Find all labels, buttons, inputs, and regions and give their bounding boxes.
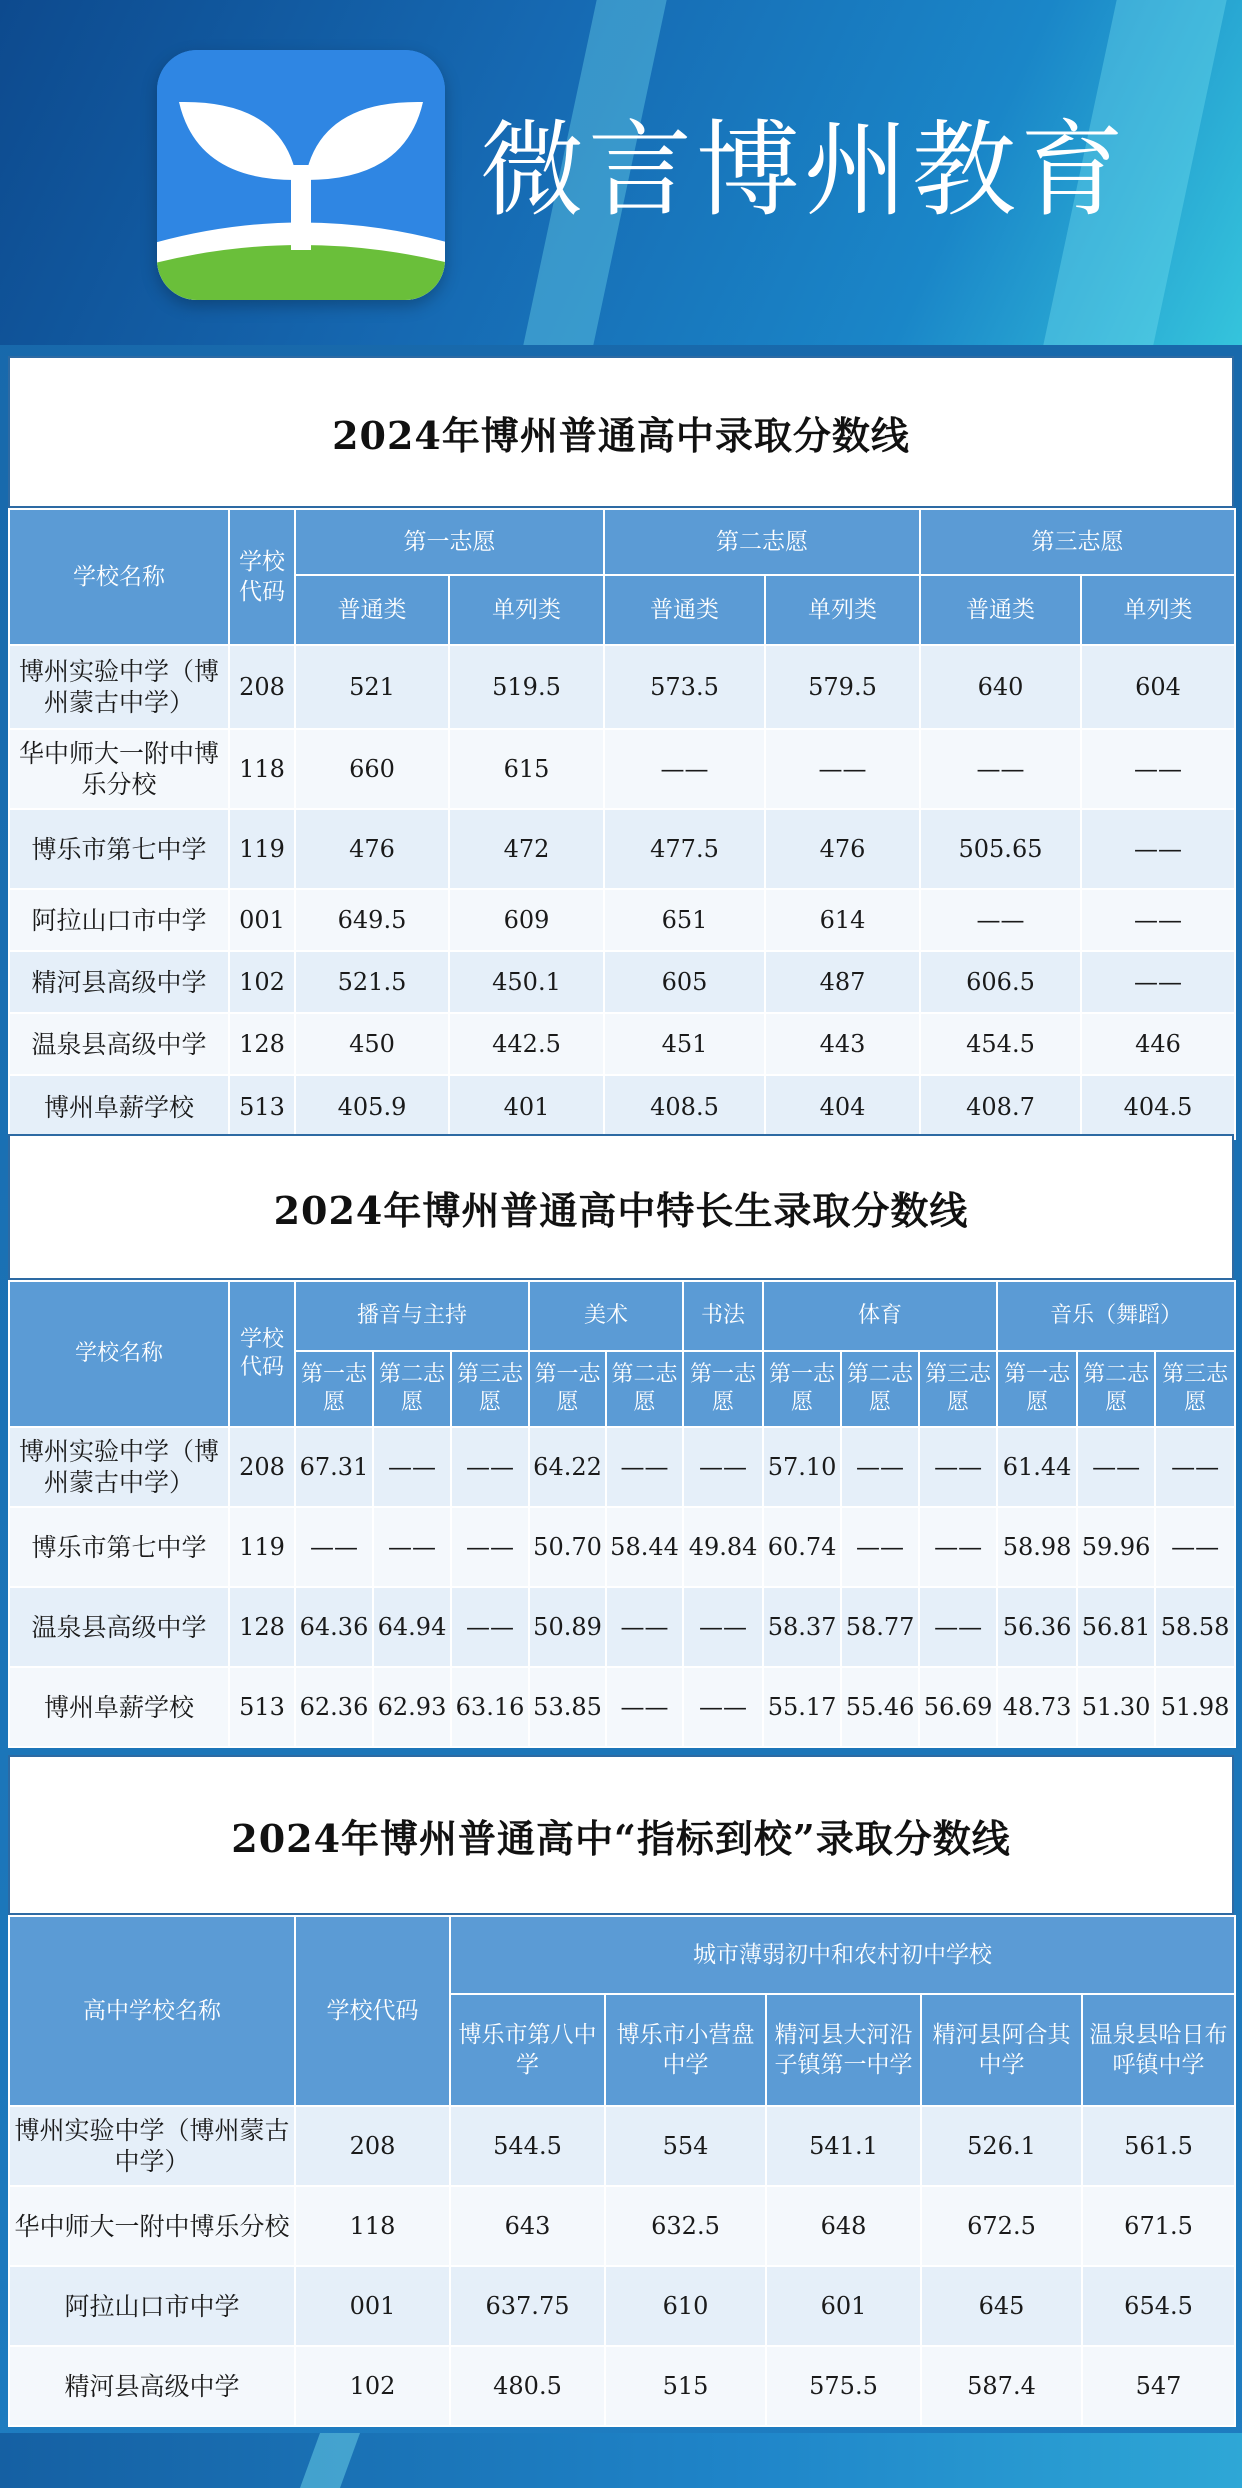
school-code-cell: 128 [229, 1587, 295, 1667]
score-cell: 50.89 [529, 1587, 606, 1667]
score-cell: 51.98 [1155, 1667, 1235, 1747]
score-cell: —— [373, 1427, 451, 1507]
score-cell: 579.5 [765, 645, 920, 729]
table-row [9, 1667, 1235, 1747]
header-code: 学校代码 [295, 1916, 450, 2106]
school-code-cell: 513 [229, 1075, 295, 1139]
score-cell: —— [295, 1507, 373, 1587]
header-sub: 博乐市小营盘中学 [605, 1994, 766, 2106]
header-sub: 第一志愿 [529, 1351, 606, 1427]
score-cell: 515 [605, 2346, 766, 2426]
table-row [9, 1587, 1235, 1667]
score-cell: 408.5 [604, 1075, 765, 1139]
school-code-cell: 513 [229, 1667, 295, 1747]
footer-streak [300, 2433, 360, 2488]
score-cell: —— [606, 1587, 683, 1667]
score-cell: 480.5 [450, 2346, 605, 2426]
score-cell: 61.44 [997, 1427, 1077, 1507]
score-cell: 615 [449, 729, 604, 809]
score-cell: 454.5 [920, 1013, 1081, 1075]
header-code: 学校代码 [229, 1281, 295, 1427]
score-cell: —— [920, 729, 1081, 809]
header-sub: 第三志愿 [919, 1351, 997, 1427]
table-row [9, 729, 1235, 809]
school-name-cell: 博州阜薪学校 [9, 1075, 229, 1139]
header-school: 学校名称 [9, 1281, 229, 1427]
score-cell: 58.98 [997, 1507, 1077, 1587]
score-cell: 601 [766, 2266, 921, 2346]
score-cell: —— [451, 1507, 529, 1587]
score-cell: —— [1155, 1507, 1235, 1587]
score-cell: 609 [449, 889, 604, 951]
section-specialty [8, 1134, 1234, 1748]
score-cell: 487 [765, 951, 920, 1013]
score-cell: —— [920, 889, 1081, 951]
score-cell: 64.22 [529, 1427, 606, 1507]
header-group: 体育 [763, 1281, 997, 1351]
header-group: 书法 [683, 1281, 763, 1351]
score-cell: 58.44 [606, 1507, 683, 1587]
score-cell: 640 [920, 645, 1081, 729]
header-sub: 第一志愿 [997, 1351, 1077, 1427]
score-cell: 649.5 [295, 889, 449, 951]
school-code-cell: 118 [229, 729, 295, 809]
score-cell: 58.77 [841, 1587, 919, 1667]
score-cell: 57.10 [763, 1427, 841, 1507]
score-cell: —— [1081, 729, 1235, 809]
header-sub: 普通类 [295, 575, 449, 645]
score-cell: 610 [605, 2266, 766, 2346]
header-sub: 第二志愿 [606, 1351, 683, 1427]
score-cell: 472 [449, 809, 604, 889]
score-cell: 67.31 [295, 1427, 373, 1507]
score-cell: 55.17 [763, 1667, 841, 1747]
title-box [8, 1134, 1234, 1280]
school-code-cell: 208 [295, 2106, 450, 2186]
header-sub: 单列类 [449, 575, 604, 645]
score-cell: 62.93 [373, 1667, 451, 1747]
score-cell: —— [451, 1587, 529, 1667]
header-sub: 单列类 [765, 575, 920, 645]
header-school: 高中学校名称 [9, 1916, 295, 2106]
score-cell: 63.16 [451, 1667, 529, 1747]
header-group: 第三志愿 [920, 509, 1235, 575]
table-row [9, 1013, 1235, 1075]
score-cell: 605 [604, 951, 765, 1013]
school-code-cell: 208 [229, 645, 295, 729]
school-name-cell: 华中师大一附中博乐分校 [9, 729, 229, 809]
header-sub: 精河县大河沿子镇第一中学 [766, 1994, 921, 2106]
score-cell: 654.5 [1082, 2266, 1235, 2346]
header-sub: 博乐市第八中学 [450, 1994, 605, 2106]
school-name-cell: 阿拉山口市中学 [9, 889, 229, 951]
score-cell: 58.58 [1155, 1587, 1235, 1667]
score-cell: —— [1155, 1427, 1235, 1507]
header-sub: 单列类 [1081, 575, 1235, 645]
score-cell: 64.94 [373, 1587, 451, 1667]
score-cell: 672.5 [921, 2186, 1082, 2266]
section-quota [8, 1755, 1234, 2427]
header-sub: 普通类 [604, 575, 765, 645]
score-cell: 56.69 [919, 1667, 997, 1747]
school-name-cell: 博州实验中学（博州蒙古中学） [9, 645, 229, 729]
header-sub: 温泉县哈日布呼镇中学 [1082, 1994, 1235, 2106]
header-code: 学校代码 [229, 509, 295, 645]
school-name-cell: 温泉县高级中学 [9, 1013, 229, 1075]
header-group: 第一志愿 [295, 509, 604, 575]
score-cell: —— [683, 1667, 763, 1747]
score-cell: —— [841, 1507, 919, 1587]
score-cell: 451 [604, 1013, 765, 1075]
score-cell: 632.5 [605, 2186, 766, 2266]
score-cell: 651 [604, 889, 765, 951]
school-code-cell: 001 [295, 2266, 450, 2346]
score-cell: 62.36 [295, 1667, 373, 1747]
header-sub: 第二志愿 [373, 1351, 451, 1427]
header-group: 城市薄弱初中和农村初中学校 [450, 1916, 1235, 1994]
score-cell: —— [1081, 809, 1235, 889]
header-sub: 精河县阿合其中学 [921, 1994, 1082, 2106]
score-cell: 60.74 [763, 1507, 841, 1587]
title-box [8, 1755, 1234, 1915]
school-name-cell: 博乐市第七中学 [9, 1507, 229, 1587]
score-cell: 446 [1081, 1013, 1235, 1075]
score-cell: 544.5 [450, 2106, 605, 2186]
school-name-cell: 博州阜薪学校 [9, 1667, 229, 1747]
score-cell: 614 [765, 889, 920, 951]
score-cell: 554 [605, 2106, 766, 2186]
school-name-cell: 博乐市第七中学 [9, 809, 229, 889]
school-name-cell: 博州实验中学（博州蒙古中学） [9, 1427, 229, 1507]
score-cell: 56.36 [997, 1587, 1077, 1667]
score-cell: 56.81 [1077, 1587, 1155, 1667]
table-row [9, 2106, 1235, 2186]
table-row [9, 1507, 1235, 1587]
score-cell: 59.96 [1077, 1507, 1155, 1587]
score-cell: 476 [295, 809, 449, 889]
score-cell: 505.65 [920, 809, 1081, 889]
score-cell: 51.30 [1077, 1667, 1155, 1747]
score-cell: 643 [450, 2186, 605, 2266]
score-cell: 541.1 [766, 2106, 921, 2186]
header-group: 音乐（舞蹈） [997, 1281, 1235, 1351]
score-cell: 443 [765, 1013, 920, 1075]
score-cell: —— [765, 729, 920, 809]
score-cell: 671.5 [1082, 2186, 1235, 2266]
school-code-cell: 119 [229, 809, 295, 889]
school-code-cell: 208 [229, 1427, 295, 1507]
score-cell: 450.1 [449, 951, 604, 1013]
score-cell: —— [919, 1587, 997, 1667]
quota-table [8, 1915, 1236, 2427]
score-cell: 573.5 [604, 645, 765, 729]
score-cell: 405.9 [295, 1075, 449, 1139]
table-row [9, 2186, 1235, 2266]
footer-banner [0, 2433, 1242, 2488]
table-row [9, 2346, 1235, 2426]
sprout-icon [157, 50, 445, 300]
header-sub: 第一志愿 [683, 1351, 763, 1427]
table-row [9, 889, 1235, 951]
school-code-cell: 128 [229, 1013, 295, 1075]
score-cell: 53.85 [529, 1667, 606, 1747]
table-row [9, 1075, 1235, 1139]
score-cell: 521.5 [295, 951, 449, 1013]
header-group: 第二志愿 [604, 509, 920, 575]
score-cell: —— [451, 1427, 529, 1507]
score-cell: 50.70 [529, 1507, 606, 1587]
header-banner [0, 0, 1242, 345]
score-cell: —— [1081, 951, 1235, 1013]
school-name-cell: 华中师大一附中博乐分校 [9, 2186, 295, 2266]
score-cell: —— [604, 729, 765, 809]
specialty-table [8, 1280, 1236, 1748]
score-cell: 442.5 [449, 1013, 604, 1075]
table-row [9, 1427, 1235, 1507]
table-row [9, 2266, 1235, 2346]
header-sub: 第三志愿 [1155, 1351, 1235, 1427]
score-cell: 648 [766, 2186, 921, 2266]
score-cell: 450 [295, 1013, 449, 1075]
score-cell: —— [606, 1667, 683, 1747]
score-cell: 587.4 [921, 2346, 1082, 2426]
score-cell: 606.5 [920, 951, 1081, 1013]
score-cell: 547 [1082, 2346, 1235, 2426]
score-cell: —— [683, 1427, 763, 1507]
header-sub: 第二志愿 [1077, 1351, 1155, 1427]
table-row [9, 951, 1235, 1013]
school-code-cell: 119 [229, 1507, 295, 1587]
score-cell: 521 [295, 645, 449, 729]
school-name-cell: 博州实验中学（博州蒙古中学） [9, 2106, 295, 2186]
score-cell: 604 [1081, 645, 1235, 729]
header-sub: 普通类 [920, 575, 1081, 645]
score-cell: 477.5 [604, 809, 765, 889]
score-cell: 637.75 [450, 2266, 605, 2346]
school-code-cell: 102 [295, 2346, 450, 2426]
header-sub: 第一志愿 [763, 1351, 841, 1427]
header-sub: 第一志愿 [295, 1351, 373, 1427]
table-title: 2024年博州普通高中“指标到校”录取分数线 [231, 1815, 1011, 1861]
score-cell: —— [919, 1507, 997, 1587]
title-box [8, 356, 1234, 508]
school-code-cell: 102 [229, 951, 295, 1013]
header-sub: 第二志愿 [841, 1351, 919, 1427]
score-cell: 519.5 [449, 645, 604, 729]
section-admission [8, 356, 1234, 1140]
score-cell: 526.1 [921, 2106, 1082, 2186]
header-group: 美术 [529, 1281, 683, 1351]
school-name-cell: 阿拉山口市中学 [9, 2266, 295, 2346]
table-title: 2024年博州普通高中录取分数线 [332, 412, 910, 458]
score-cell: 404.5 [1081, 1075, 1235, 1139]
school-code-cell: 001 [229, 889, 295, 951]
app-logo-icon [157, 50, 445, 300]
table-title: 2024年博州普通高中特长生录取分数线 [273, 1187, 969, 1233]
score-cell: —— [683, 1587, 763, 1667]
score-cell: 660 [295, 729, 449, 809]
score-cell: 645 [921, 2266, 1082, 2346]
score-cell: 401 [449, 1075, 604, 1139]
score-cell: 55.46 [841, 1667, 919, 1747]
score-cell: 561.5 [1082, 2106, 1235, 2186]
score-cell: —— [841, 1427, 919, 1507]
score-cell: 49.84 [683, 1507, 763, 1587]
score-cell: 476 [765, 809, 920, 889]
brand-name: 微言博州教育 [480, 109, 1129, 231]
table-row [9, 645, 1235, 729]
school-name-cell: 精河县高级中学 [9, 951, 229, 1013]
score-cell: 404 [765, 1075, 920, 1139]
score-cell: —— [1081, 889, 1235, 951]
admission-table [8, 508, 1236, 1140]
header-sub: 第三志愿 [451, 1351, 529, 1427]
school-name-cell: 精河县高级中学 [9, 2346, 295, 2426]
score-cell: —— [1077, 1427, 1155, 1507]
score-cell: —— [606, 1427, 683, 1507]
score-cell: 64.36 [295, 1587, 373, 1667]
school-name-cell: 温泉县高级中学 [9, 1587, 229, 1667]
header-group: 播音与主持 [295, 1281, 529, 1351]
score-cell: —— [919, 1427, 997, 1507]
score-cell: 575.5 [766, 2346, 921, 2426]
score-cell: 48.73 [997, 1667, 1077, 1747]
table-row [9, 809, 1235, 889]
score-cell: 58.37 [763, 1587, 841, 1667]
score-cell: 408.7 [920, 1075, 1081, 1139]
score-cell: —— [373, 1507, 451, 1587]
school-code-cell: 118 [295, 2186, 450, 2266]
header-school: 学校名称 [9, 509, 229, 645]
